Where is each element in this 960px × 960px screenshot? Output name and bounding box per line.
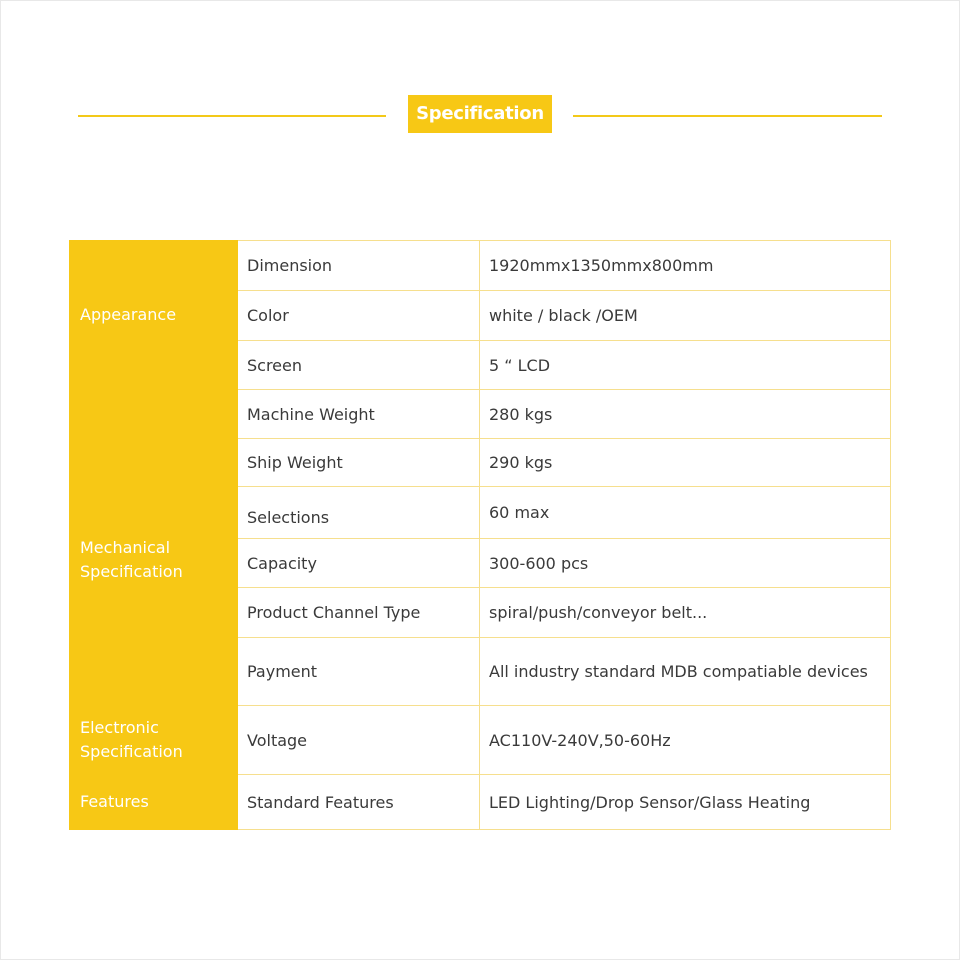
- spec-value: 280 kgs: [480, 390, 891, 439]
- category-appearance: Appearance: [70, 241, 238, 390]
- spec-value: spiral/push/conveyor belt...: [480, 588, 891, 638]
- table-row: [70, 241, 891, 291]
- header-rule-left: [78, 115, 386, 117]
- spec-name: Screen: [238, 341, 480, 390]
- spec-name: Machine Weight: [238, 390, 480, 439]
- spec-value: white / black /OEM: [480, 291, 891, 341]
- category-electronic: Electronic Specification: [70, 706, 238, 775]
- header-rule-right: [573, 115, 882, 117]
- category-features: Features: [70, 775, 238, 830]
- spec-name: Ship Weight: [238, 439, 480, 487]
- spec-name: Capacity: [238, 539, 480, 588]
- category-mechanical: Mechanical Specification: [70, 390, 238, 706]
- spec-value: LED Lighting/Drop Sensor/Glass Heating: [480, 775, 891, 830]
- spec-name: Selections: [238, 487, 480, 539]
- spec-name: Standard Features: [238, 775, 480, 830]
- page-title: Specification: [408, 95, 552, 133]
- spec-name: Product Channel Type: [238, 588, 480, 638]
- spec-value: 60 max: [480, 487, 891, 539]
- spec-value: AC110V-240V,50-60Hz: [480, 706, 891, 775]
- spec-name: Dimension: [238, 241, 480, 291]
- spec-value: 300-600 pcs: [480, 539, 891, 588]
- table-row: [70, 706, 891, 775]
- table-row: [70, 775, 891, 830]
- spec-value: 1920mmx1350mmx800mm: [480, 241, 891, 291]
- spec-value: 290 kgs: [480, 439, 891, 487]
- table-row: [70, 390, 891, 439]
- spec-value: 5 “ LCD: [480, 341, 891, 390]
- spec-value: All industry standard MDB compatiable devices: [480, 638, 891, 706]
- spec-name: Payment: [238, 638, 480, 706]
- spec-table: [69, 240, 891, 830]
- spec-name: Voltage: [238, 706, 480, 775]
- spec-name: Color: [238, 291, 480, 341]
